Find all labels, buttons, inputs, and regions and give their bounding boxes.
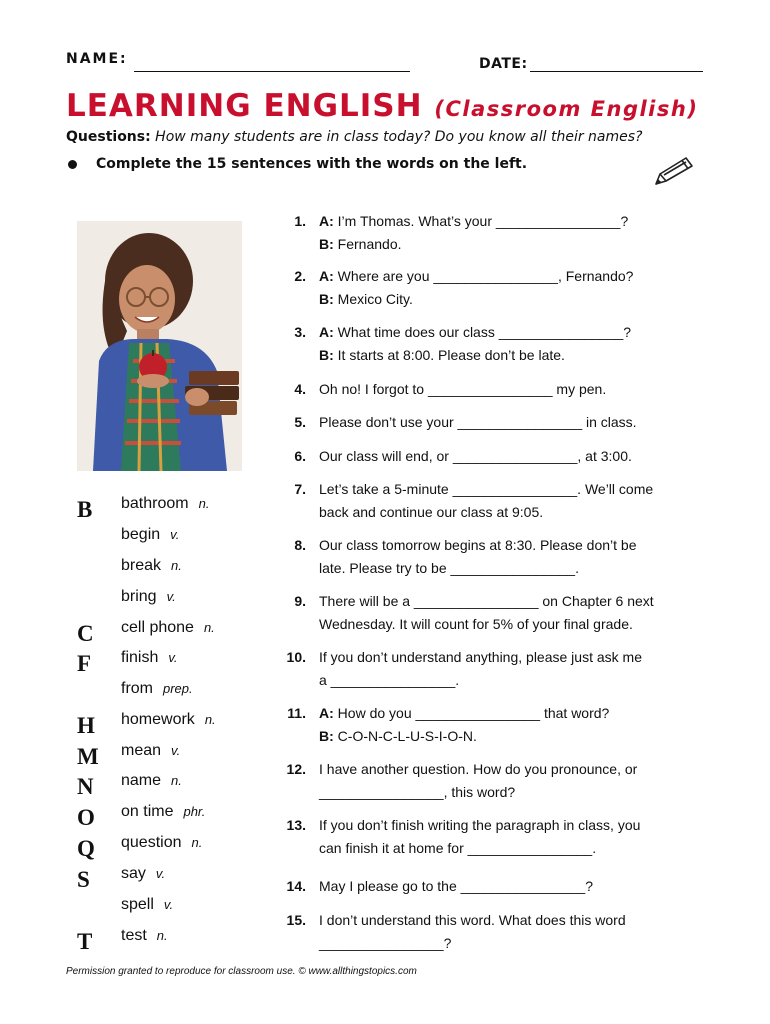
footer-permission: Permission granted to reproduce for classroom use. © www.allthingstopics.com xyxy=(66,966,417,977)
sentence-line-text: I’m Thomas. What’s your ________________? xyxy=(337,213,629,229)
sentence-text xyxy=(319,814,709,860)
sentence-number: 13. xyxy=(286,817,306,833)
questions-line xyxy=(66,129,642,145)
word-bank-pos: n. xyxy=(171,558,182,573)
sentence-text xyxy=(319,265,709,311)
sentence-line-text: Where are you ________________, Fernando? xyxy=(337,268,634,284)
name-label: NAME: xyxy=(66,51,128,67)
word-bank-letter: M xyxy=(77,744,99,769)
sentence-line-text: back and continue our class at 9:05. xyxy=(319,504,544,520)
word-bank-word: bring xyxy=(121,588,157,605)
word-bank-pos: n. xyxy=(156,928,168,943)
sentence-line xyxy=(319,321,709,344)
word-bank-pos: n. xyxy=(171,773,182,788)
sentence-line-text: Our class will end, or ________________, at 3:00. xyxy=(319,448,632,464)
sentence-line xyxy=(319,378,709,401)
word-bank-pos: v. xyxy=(163,897,174,912)
word-bank-pos: prep. xyxy=(163,681,193,696)
word-bank-item xyxy=(121,711,216,729)
sentence-number: 3. xyxy=(294,324,306,340)
word-bank-item xyxy=(121,680,193,698)
word-bank-pos: n. xyxy=(191,835,203,850)
word-bank-word: finish xyxy=(121,649,159,666)
sentence-text xyxy=(319,875,709,898)
word-bank-word: say xyxy=(121,865,146,882)
sentence-line xyxy=(319,814,709,837)
sentence-number: 9. xyxy=(294,593,306,609)
speaker-label: B: xyxy=(319,347,334,363)
word-bank-letter: F xyxy=(77,651,92,676)
sentence-number: 1. xyxy=(294,213,306,229)
sentence-line-text: It starts at 8:00. Please don’t be late. xyxy=(337,347,565,363)
sentence-text xyxy=(319,590,709,636)
sentence-line xyxy=(319,411,709,434)
name-field[interactable] xyxy=(134,71,410,72)
sentence-number: 10. xyxy=(286,649,306,665)
sentence-line-text: I don’t understand this word. What does this word xyxy=(319,912,626,928)
sentence-number: 15. xyxy=(286,912,306,928)
sentence-number: 2. xyxy=(294,268,306,284)
word-bank-word: spell xyxy=(121,896,154,913)
sentence-number: 4. xyxy=(294,381,306,397)
sentence-line-text: Fernando. xyxy=(337,236,402,252)
title-main: LEARNING ENGLISH xyxy=(66,88,423,124)
sentence-line-text: Oh no! I forgot to ________________ my pen. xyxy=(319,381,607,397)
sentence-line xyxy=(319,265,709,288)
word-bank-word: question xyxy=(121,834,182,851)
sentence-line-text: There will be a ________________ on Chapter 6 next xyxy=(319,593,654,609)
word-bank-letter: T xyxy=(77,929,93,954)
sentence-text xyxy=(319,909,709,955)
sentence-line xyxy=(319,534,709,557)
sentence-text xyxy=(319,646,709,692)
date-label: DATE: xyxy=(479,56,528,72)
word-bank-item xyxy=(121,619,215,637)
speaker-label: A: xyxy=(319,268,334,284)
sentence-line-text: Wednesday. It will count for 5% of your final grade. xyxy=(319,616,633,632)
word-bank-item xyxy=(121,526,179,544)
speaker-label: B: xyxy=(319,236,334,252)
word-bank-item xyxy=(121,896,173,914)
sentence-number: 14. xyxy=(286,878,306,894)
sentence-line xyxy=(319,837,709,860)
word-bank-pos: n. xyxy=(203,620,215,635)
sentence-line-text: Our class tomorrow begins at 8:30. Please don’t be xyxy=(319,537,637,553)
word-bank-item xyxy=(121,588,176,606)
word-bank-item xyxy=(121,865,165,883)
page-title xyxy=(66,88,698,124)
sentence-line-text: a ________________. xyxy=(319,672,460,688)
sentence-text xyxy=(319,210,709,256)
word-bank-letter: O xyxy=(77,805,95,830)
word-bank-word: test xyxy=(121,927,147,944)
sentence-line-text: Please don’t use your ________________ in class. xyxy=(319,414,637,430)
sentence-text xyxy=(319,758,709,804)
instruction: Complete the 15 sentences with the words on the left. xyxy=(96,156,528,172)
sentence-line-text: How do you ________________ that word? xyxy=(337,705,610,721)
sentence-line xyxy=(319,557,709,580)
word-bank-letter: C xyxy=(77,621,94,646)
teacher-photo xyxy=(77,221,242,471)
sentence-line xyxy=(319,210,709,233)
sentence-line-text: ________________, this word? xyxy=(319,784,516,800)
sentence-text xyxy=(319,321,709,367)
sentence-number: 11. xyxy=(287,705,306,721)
sentence-line-text: If you don’t finish writing the paragraph in class, you xyxy=(319,817,641,833)
sentence-line xyxy=(319,590,709,613)
word-bank-pos: v. xyxy=(170,527,180,542)
word-bank-word: break xyxy=(121,557,162,574)
speaker-label: A: xyxy=(319,324,334,340)
date-field[interactable] xyxy=(530,71,703,72)
sentence-line xyxy=(319,758,709,781)
word-bank-word: on time xyxy=(121,803,174,820)
sentence-line-text: What time does our class ________________? xyxy=(337,324,632,340)
word-bank-pos: v. xyxy=(168,650,178,665)
sentence-number: 6. xyxy=(294,448,306,464)
speaker-label: B: xyxy=(319,291,334,307)
pencil-icon xyxy=(652,154,696,188)
sentence-line xyxy=(319,233,709,256)
title-sub: (Classroom English) xyxy=(434,97,699,121)
questions-text: How many students are in class today? Do you know all their names? xyxy=(155,129,643,145)
sentence-number: 7. xyxy=(294,481,306,497)
sentence-line-text: late. Please try to be ________________. xyxy=(319,560,579,576)
sentence-number: 5. xyxy=(294,414,306,430)
word-bank-pos: n. xyxy=(198,496,210,511)
word-bank-item xyxy=(121,834,202,852)
speaker-label: B: xyxy=(319,728,334,744)
word-bank-pos: v. xyxy=(171,743,181,758)
word-bank-pos: phr. xyxy=(183,804,206,819)
speaker-label: A: xyxy=(319,213,334,229)
word-bank-pos: n. xyxy=(204,712,216,727)
word-bank-word: homework xyxy=(121,711,195,728)
sentence-line xyxy=(319,781,709,804)
sentence-line xyxy=(319,669,709,692)
sentence-line xyxy=(319,288,709,311)
word-bank-item xyxy=(121,557,182,575)
word-bank-word: begin xyxy=(121,526,161,543)
sentence-line xyxy=(319,702,709,725)
sentence-line-text: ________________? xyxy=(319,935,452,951)
word-bank-item xyxy=(121,803,205,821)
word-bank-word: mean xyxy=(121,742,162,759)
speaker-label: A: xyxy=(319,705,334,721)
sentence-line xyxy=(319,725,709,748)
sentence-line-text: May I please go to the ________________? xyxy=(319,878,594,894)
word-bank-pos: v. xyxy=(166,589,176,604)
bullet-icon xyxy=(68,160,77,169)
word-bank-letter: Q xyxy=(77,836,95,861)
word-bank-item xyxy=(121,649,178,667)
sentence-line xyxy=(319,478,709,501)
sentence-line-text: Let’s take a 5-minute ________________. We’ll come xyxy=(319,481,654,497)
sentence-line xyxy=(319,501,709,524)
questions-label: Questions: xyxy=(66,129,151,145)
sentence-text xyxy=(319,445,709,468)
word-bank-item xyxy=(121,742,180,760)
sentence-line-text: If you don’t understand anything, please just ask me xyxy=(319,649,642,665)
sentence-number: 8. xyxy=(294,537,306,553)
word-bank-letter: N xyxy=(77,774,94,799)
word-bank-letter: S xyxy=(77,867,90,892)
word-bank-word: bathroom xyxy=(121,495,189,512)
sentence-text xyxy=(319,411,709,434)
sentence-line xyxy=(319,932,709,955)
sentence-line xyxy=(319,909,709,932)
sentence-line xyxy=(319,875,709,898)
word-bank-item xyxy=(121,772,182,790)
word-bank-word: cell phone xyxy=(121,619,194,636)
sentence-line xyxy=(319,646,709,669)
sentence-line-text: Mexico City. xyxy=(337,291,413,307)
sentence-text xyxy=(319,378,709,401)
sentence-line xyxy=(319,445,709,468)
sentence-text xyxy=(319,478,709,524)
sentence-line-text: I have another question. How do you pronounce, or xyxy=(319,761,638,777)
sentence-text xyxy=(319,534,709,580)
sentence-text xyxy=(319,702,709,748)
word-bank-word: name xyxy=(121,772,162,789)
sentence-line-text: C-O-N-C-L-U-S-I-O-N. xyxy=(337,728,477,744)
sentence-line-text: can finish it at home for ________________. xyxy=(319,840,597,856)
word-bank-letter: B xyxy=(77,497,93,522)
sentence-line xyxy=(319,613,709,636)
word-bank-item xyxy=(121,495,209,513)
word-bank-item xyxy=(121,927,168,945)
word-bank-word: from xyxy=(121,680,153,697)
sentence-number: 12. xyxy=(286,761,306,777)
word-bank-pos: v. xyxy=(155,866,166,881)
sentence-line xyxy=(319,344,709,367)
word-bank-letter: H xyxy=(77,713,95,738)
